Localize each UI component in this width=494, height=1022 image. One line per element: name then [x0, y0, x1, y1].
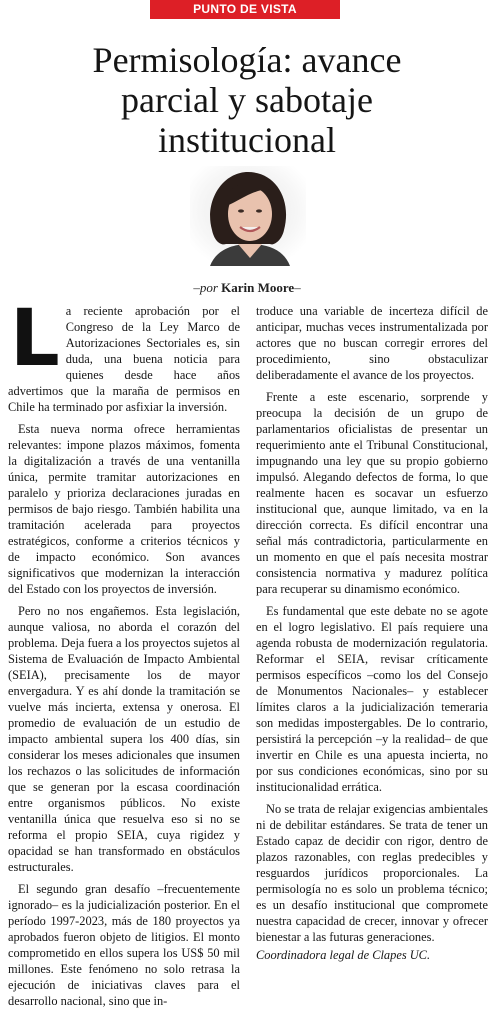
paragraph: Pero no nos engañemos. Esta legislación, aunque valiosa, no aborda el corazón del problema. Deja fuera a los proyectos sujetos al Sistema de Evaluación de Impacto Ambiental (SEIA), precisamente los de mayor envergadura. Y es ahí donde la tramitación se vuelve más incierta, extensa y onerosa. El promedio de evaluación de un estudio de impacto ambiental supera los 400 días, sin considerar los meses adicionales que insumen los rechazos o las solicitudes de información que se generan por la escasa coordinación entre organismos públicos. No existe ventanilla única que resuelva eso si no se reforma el propio SEIA, cuya rigidez y opacidad se han transformado en obstáculos estructurales. — [8, 604, 240, 874]
byline-suffix: – — [294, 280, 301, 295]
headline — [20, 40, 474, 160]
article-column-right — [256, 303, 488, 963]
paragraph: Esta nueva norma ofrece herramientas relevantes: impone plazos máximos, fomenta la digitalización a través de una ventanilla única, permite tramitar autorizaciones en paralelo y prioriza declaraciones juradas en permisos de bajo riesgo. También habilita una tramitación acelerada para proyectos estratégicos, conforme a criterios técnicos y de impacto económico. Son avances significativos que modernizan la interacción del Estado con los proyectos de inversión. — [8, 422, 240, 596]
byline — [0, 280, 494, 296]
drop-cap: L — [10, 294, 60, 384]
author-name: Karin Moore — [221, 280, 295, 295]
paragraph: El segundo gran desafío –frecuentemente ignorado– es la judicialización posterior. En el período 1997-2023, más de 180 proyectos ya aprobados fueron objeto de litigios. El monto comprometido en ellos supera los US$ 50 mil millones. Este fenómeno no solo retrasa la ejecución de iniciativas claves para el desarrollo nacional, sino que in- — [8, 882, 240, 1008]
paragraph: Frente a este escenario, sorprende y preocupa la decisión de un grupo de parlamentarios oficialistas de presentar un requerimiento ante el Tribunal Constitucional, impugnando una ley que su propio gobierno impulsó. Alegando defectos de forma, lo que realmente hacen es socavar un esfuerzo institucional que, aunque limitado, va en la dirección correcta. Es difícil encontrar una señal más contradictoria, particularmente en un momento en que el país necesita mostrar consistencia normativa y madurez política para recuperar su dinamismo económico. — [256, 390, 488, 596]
author-signature: Coordinadora legal de Clapes UC. — [256, 948, 431, 962]
byline-prefix: –por — [193, 280, 222, 295]
headline-line-3: institucional — [158, 120, 336, 160]
paragraph: No se trata de relajar exigencias ambientales ni de debilitar estándares. Se trata de tener un Estado capaz de decidir con rigor, dentro de plazos razonables, con reglas predecibles y resguardos jurídicos proporcionales. La permisología no es solo un problema técnico; es un desafío institucional que compromete nuestra capacidad de crecer, innovar y ofrecer bienestar a las futuras generaciones. — [256, 802, 488, 944]
section-label: PUNTO DE VISTA — [150, 0, 340, 19]
headline-line-2: parcial y sabotaje — [121, 80, 373, 120]
paragraph-text: a reciente aprobación por el Congreso de la Ley Marco de Autorizaciones Sectoriales es, sin duda, una buena noticia para quienes desde hace años advertimos que la maraña de permisos en Chile ha terminado por asfixiar la inversión. — [8, 304, 240, 414]
author-portrait-icon — [190, 166, 306, 266]
headline-line-1: Permisología: avance — [92, 40, 402, 80]
article-column-left — [8, 294, 240, 1009]
paragraph: troduce una variable de incerteza difícil de anticipar, muchas veces instrumentalizada por actores que no buscan corregir errores del procedimiento, sino obstaculizar deliberadamente el avance de los proyectos. — [256, 304, 488, 382]
paragraph — [8, 294, 240, 415]
paragraph: Es fundamental que este debate no se agote en el logro legislativo. El país requiere una agenda robusta de modernización regulatoria. Reformar el SEIA, revisar críticamente permisos específicos –como los del Consejo de Monumentos Nacionales– y establecer límites claros a la judicialización temeraria son medidas impostergables. De lo contrario, persistirá la percepción –y la realidad– de que invertir en Chile es una apuesta incierta, no por sus condiciones económicas, sino por su institucionalidad errática. — [256, 604, 488, 794]
